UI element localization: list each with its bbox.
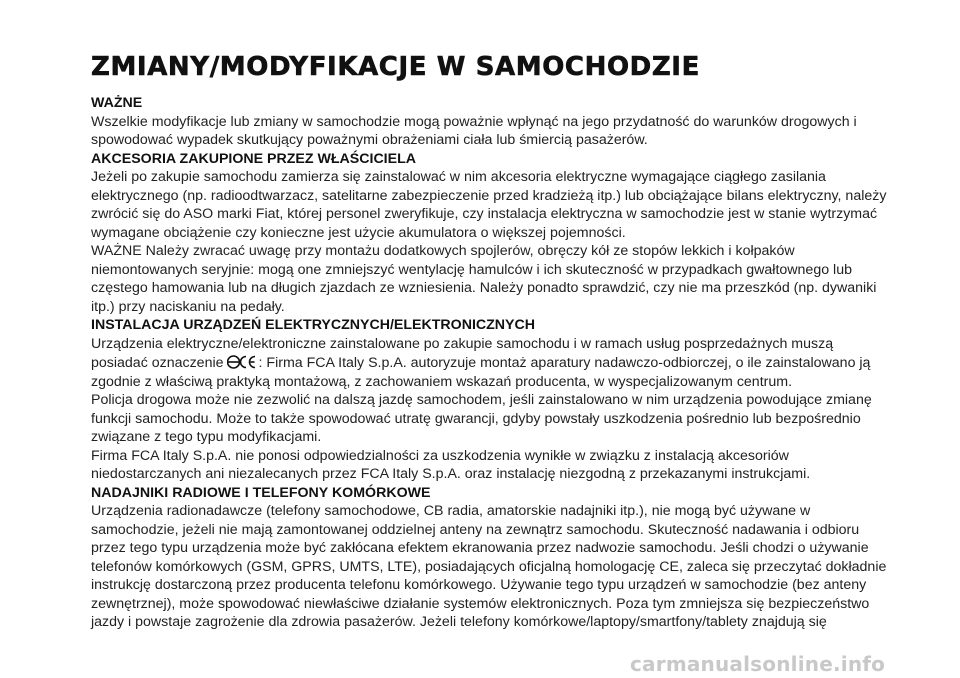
paragraph-akcesoria-2: WAŻNE Należy zwracać uwagę przy montażu dodatkowych spojlerów, obręczy kół ze stopów lekkich i kołpaków niemontowanych seryjnie: mogą one zmniejszyć wentylację hamulców i ich skuteczność w przypadkach gwałtownego lub częstego hamowania lub na długich zjazdach ze wzniesienia. Należy ponadto sprawdzić, czy nie ma przeszkód (np. dywaniki itp.) przy naciskaniu na pedały. [91,243,877,315]
section-heading-akcesoria: AKCESORIA ZAKUPIONE PRZEZ WŁAŚCICIELA [91,150,417,167]
paragraph-instalacja-2: Policja drogowa może nie zezwolić na dalszą jazdę samochodem, jeśli zainstalowano w nim urządzenia powodujące zmianę funkcji samochodu. Może to także spowodować utratę gwarancji, gdyby powstały uszkodzenia pośrednio lub bezpośrednio związane z tego typu modyfikacjami. [91,392,872,445]
page-title: ZMIANY/MODYFIKACJE W SAMOCHODZIE [91,52,700,82]
section-heading-wazne: WAŻNE [91,95,143,111]
paragraph-wazne: Wszelkie modyfikacje lub zmiany w samochodzie mogą poważnie wpłynąć na jego przydatność do warunków drogowych i spowodować wypadek skutkujący poważnymi obrażeniami ciała lub śmiercią pasażerów. [91,113,857,148]
paragraph-instalacja-3: Firma FCA Italy S.p.A. nie ponosi odpowiedzialności za uszkodzenia wynikłe w związku z instalacją akcesoriów niedostarczanych ani niezalecanych przez FCA Italy S.p.A. oraz instalację niezgodną z przekazanymi instrukcjami. [91,447,811,482]
document-page [91,50,891,632]
paragraph-instalacja-1 [91,335,891,392]
paragraph-nadajniki: Urządzenia radionadawcze (telefony samochodowe, CB radia, amatorskie nadajniki itp.), nie mogą być używane w samochodzie, jeżeli nie mają zamontowanej oddzielnej anteny na zewnątrz samochodu. Skuteczność nadawania i odbioru przez tego typu urządzenia może być zakłócana efektem ekranowania przez nadwozie samochodu. Jeśli chodzi o używanie telefonów komórkowych (GSM, GPRS, UMTS, LTE), posiadających oficjalną homologację CE, zaleca się przeczytać dokładnie instrukcję dostarczoną przez producenta telefonu komórkowego. Używanie tego typu urządzeń w samochodzie (bez anteny zewnętrznej), może spowodować niewłaściwe działanie systemów elektronicznych. Poza tym zmniejsza się bezpieczeństwo jazdy i powstaje zagrożenie dla zdrowia pasażerów. Jeżeli telefony komórkowe/laptopy/smartfony/tablety znajdują się [91,503,887,630]
watermark-text: carmanualsonline.info [630,652,886,676]
section-heading-instalacja: INSTALACJA URZĄDZEŃ ELEKTRYCZNYCH/ELEKTRONICZNYCH [91,317,536,333]
paragraph-instalacja-1-start: Urządzenia elektryczne/elektroniczne zainstalowane po zakupie samochodu i w ramach usług posprzedażnych muszą posiadać oznaczenie [91,335,834,371]
e-ce-mark-icon [227,353,257,371]
section-heading-nadajniki: NADAJNIKI RADIOWE I TELEFONY KOMÓRKOWE [91,484,431,501]
paragraph-instalacja-1-end: : Firma FCA Italy S.p.A. autoryzuje montaż aparatury nadawczo-odbiorczej, o ile zainstalowano ją zgodnie z właściwą praktyką montażową, z zachowaniem wskazań producenta, w wyspecjalizowanym centrum. [91,355,871,390]
paragraph-akcesoria-1: Jeżeli po zakupie samochodu zamierza się zainstalować w nim akcesoria elektryczne wymagające ciągłego zasilania elektrycznego (np. radioodtwarzacz, satelitarne zabezpieczenie przed kradzieżą itp.) lub obciążające bilans elektryczny, należy zwrócić się do ASO marki Fiat, której personel zweryfikuje, czy instalacja elektryczna w samochodzie jest w stanie wytrzymać wymagane obciążenie czy konieczne jest użycie akumulatora o większej pojemności. [91,169,887,241]
